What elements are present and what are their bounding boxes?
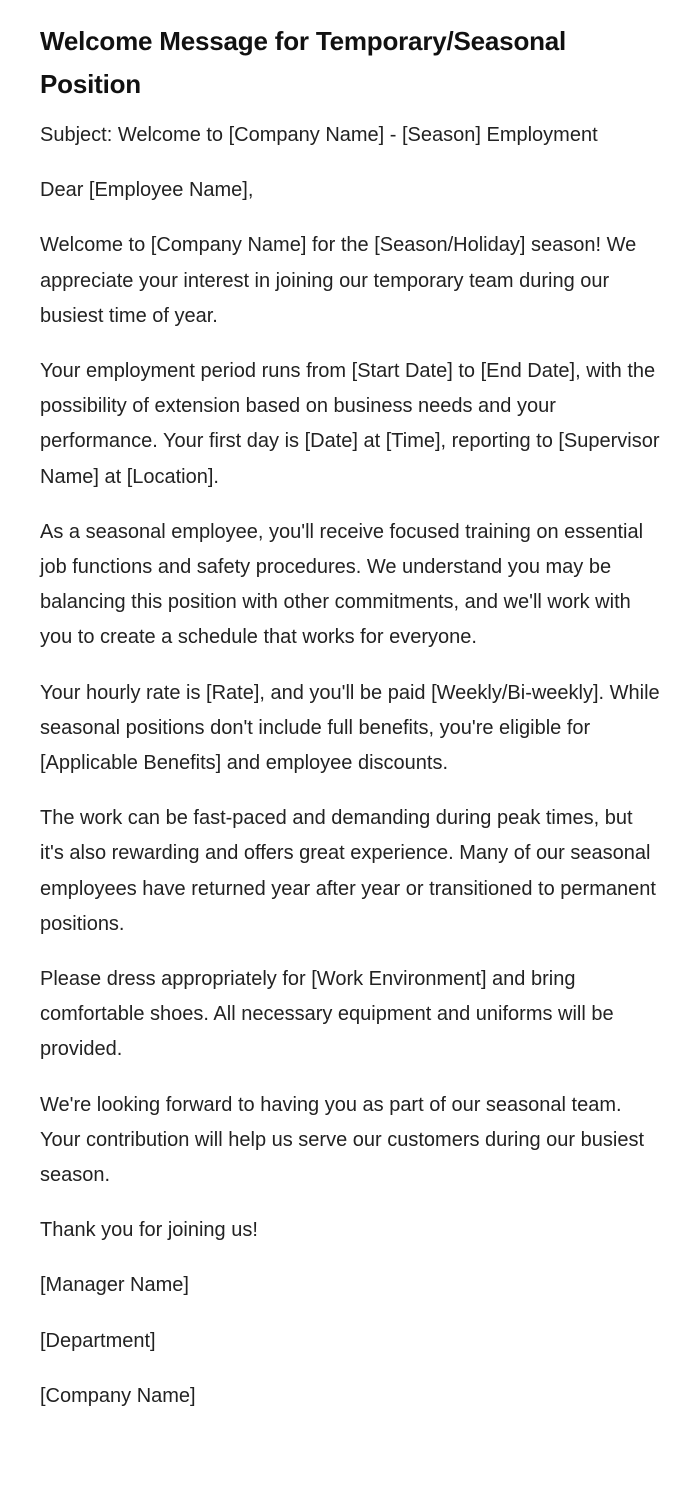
closing-line: Thank you for joining us! bbox=[40, 1219, 258, 1242]
body-paragraph-pay: Your hourly rate is [Rate], and you'll be paid [Weekly/Bi-weekly]. While seasonal positions don't include full benefits, you're eligible for [Applicable Benefits] and employee discounts. bbox=[40, 681, 660, 775]
signature-company: [Company Name] bbox=[40, 1384, 196, 1407]
signature-department: [Department] bbox=[40, 1329, 156, 1352]
subject-line: Subject: Welcome to [Company Name] - [Season] Employment bbox=[40, 124, 598, 146]
body-paragraph-work-nature: The work can be fast-paced and demanding during peak times, but it's also rewarding and offers great experience. Many of our seasonal employees have returned year after year or transitioned to permanent positions. bbox=[40, 807, 656, 935]
body-paragraph-looking-forward: We're looking forward to having you as part of our seasonal team. Your contribution will help us serve our customers during our busiest season. bbox=[40, 1093, 645, 1187]
body-paragraph-training: As a seasonal employee, you'll receive focused training on essential job functions and safety procedures. We understand you may be balancing this position with other commitments, and we'll work with you to create a schedule that works for everyone. bbox=[40, 520, 644, 649]
salutation: Dear [Employee Name], bbox=[40, 179, 254, 202]
signature-manager: [Manager Name] bbox=[40, 1274, 189, 1297]
document-title: Welcome Message for Temporary/Seasonal Position bbox=[40, 26, 567, 99]
body-paragraph-welcome: Welcome to [Company Name] for the [Season/Holiday] season! We appreciate your interest in joining our temporary team during our busiest time of year. bbox=[40, 234, 637, 327]
body-paragraph-employment-period: Your employment period runs from [Start Date] to [End Date], with the possibility of extension based on business needs and your performance. Your first day is [Date] at [Time], reporting to [Supervisor Name] at [Location]. bbox=[40, 360, 660, 488]
body-paragraph-dress-code: Please dress appropriately for [Work Environment] and bring comfortable shoes. All necessary equipment and uniforms will be provided. bbox=[40, 968, 614, 1061]
